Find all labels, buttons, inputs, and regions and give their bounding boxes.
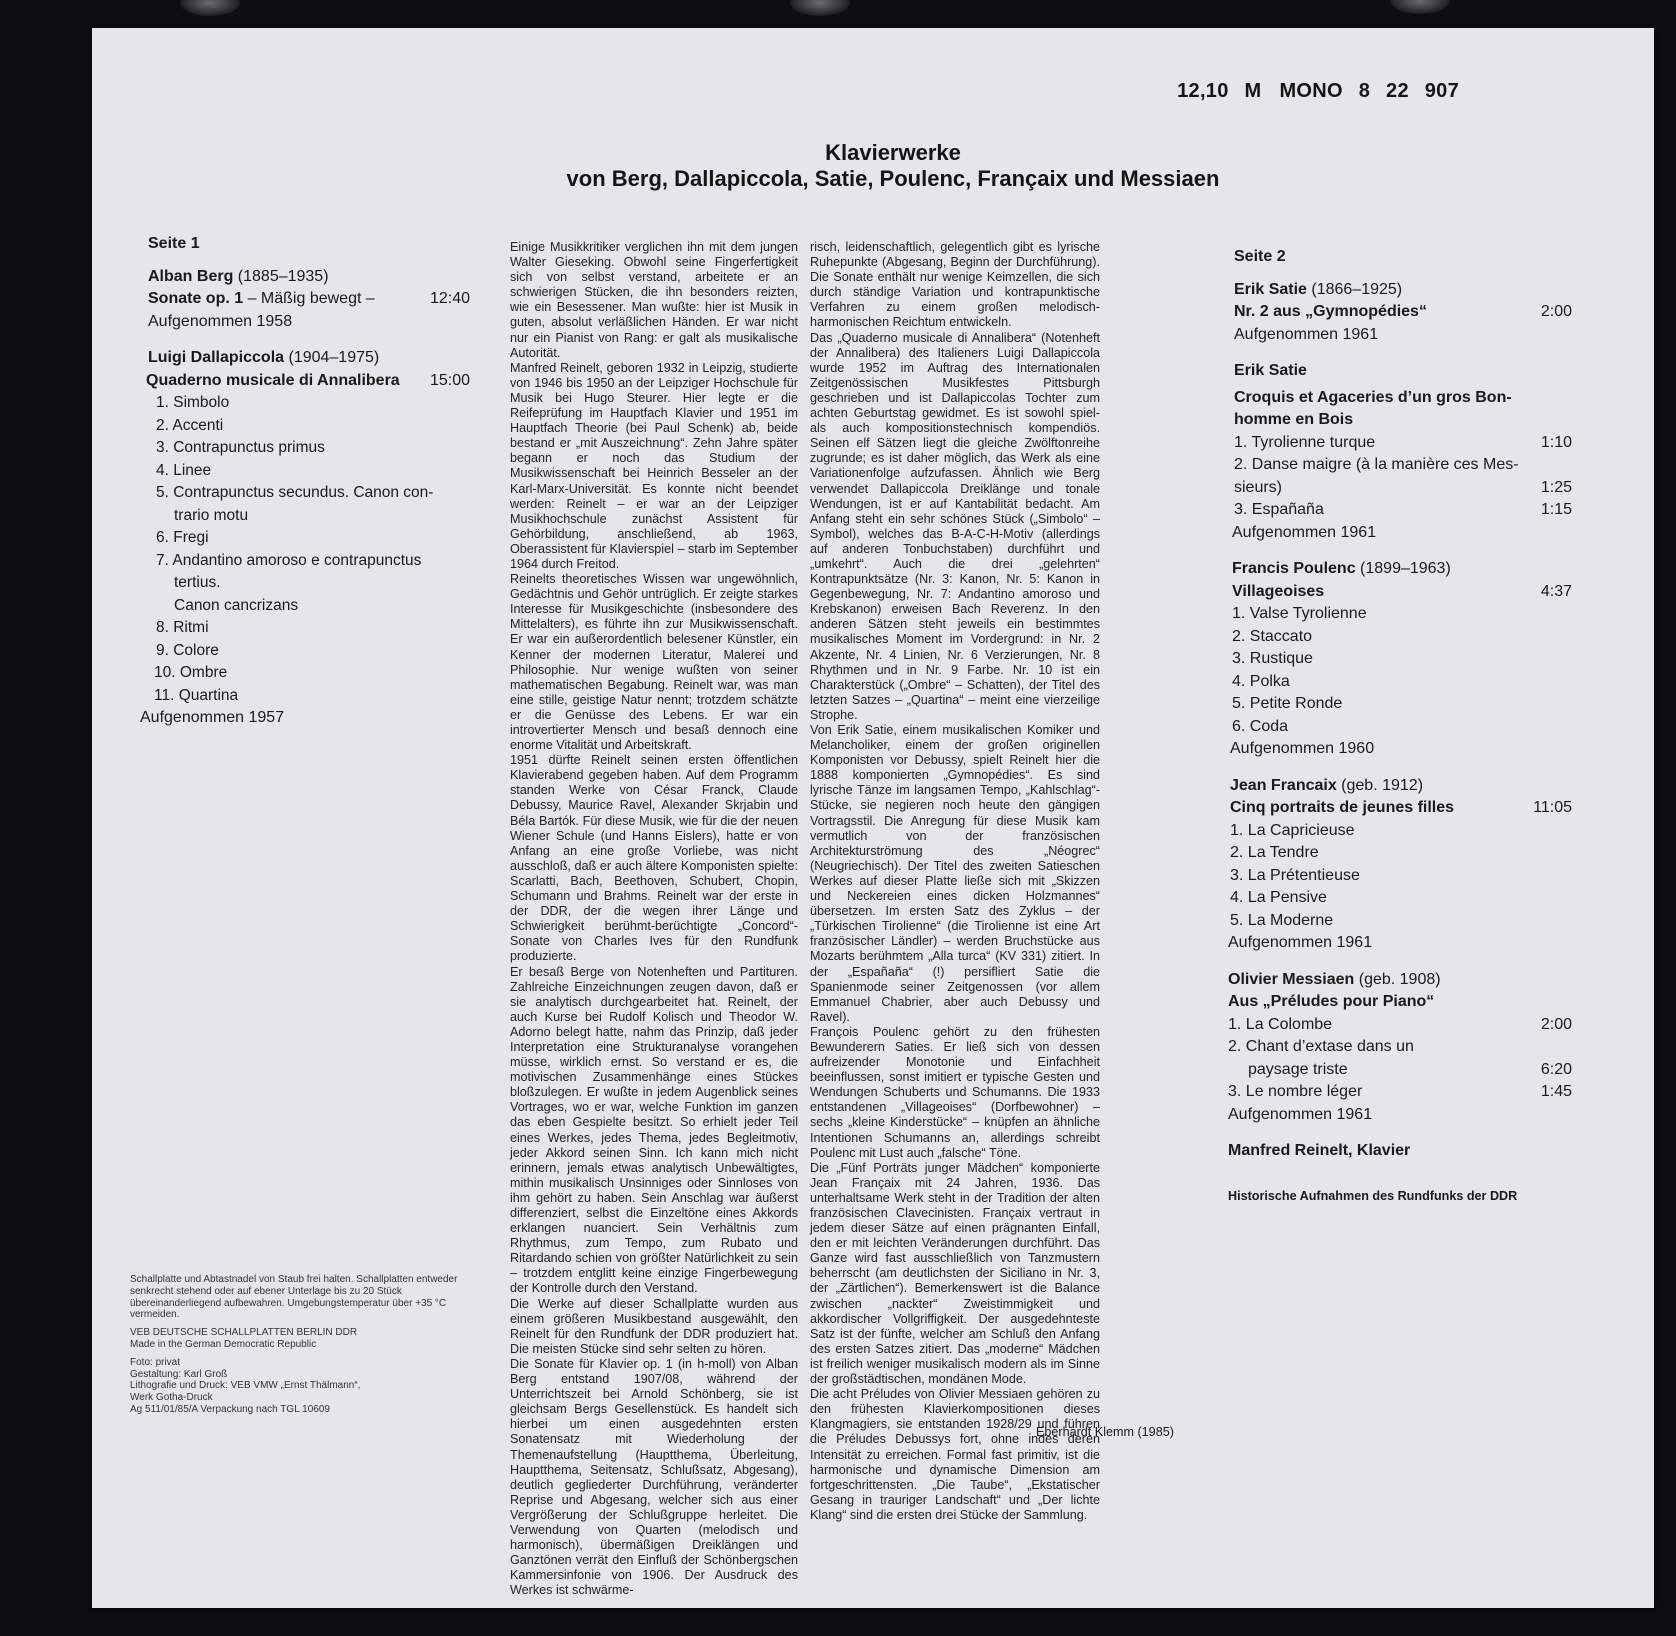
movement-title: 1. Tyrolienne turque — [1234, 433, 1376, 451]
essay-paragraph: François Poulenc gehört zu den frühesten Bewunderern Saties. Er ließ sich von dessen aufreizender Monotonie und Einfachheit beeinflussen, sonst imitiert er typische Gesten und Wendungen Schuberts und Schumanns. Die 1933 entstandenen „Villageoises“ (Dorfbewohner) – sechs „kleine Kinderstücke“ – knüpfen an ähnliche Intentionen Schumanns an, allerdings schreibt Poulenc mit Lust auch „falsche“ Töne. — [810, 1024, 1100, 1160]
movement-item: 8. Ritmi — [156, 619, 209, 636]
movement-item: 10. Ombre — [154, 664, 228, 681]
essay-paragraph: Einige Musikkritiker verglichen ihn mit dem jungen Walter Gieseking. Obwohl seine Fingerfertigkeit sich von selbst verstand, arbeitete er an schwierigen Stücken, die ihn besonders reizten, wie ein Besessener. Man wußte: hier ist Musik in guten, absolut verläßlichen Händen. Er war nicht nur ein Pianist von Rang: er galt als musikalische Autorität. — [510, 240, 798, 360]
movement-item: 2. Staccato — [1232, 627, 1313, 645]
movement-item — [1248, 1059, 1572, 1082]
movement-item: 4. Linee — [156, 461, 212, 479]
composer-name: Francis Poulenc — [1232, 560, 1356, 577]
movement-title: 1. La Colombe — [1228, 1015, 1333, 1033]
duration: 6:20 — [1540, 1060, 1572, 1078]
movement-item: trario motu — [174, 506, 249, 524]
label-name: VEB DEUTSCHE SCHALLPLATTEN BERLIN DDR — [130, 1327, 358, 1339]
movement-item: 3. La Prétentieuse — [1230, 866, 1360, 884]
movement-item — [1234, 432, 1572, 455]
duration: 1:25 — [1540, 478, 1572, 496]
recorded-year: Aufgenommen 1958 — [148, 312, 293, 330]
essay-column-2 — [810, 240, 1100, 1523]
francaix-composer-line — [1230, 775, 1572, 798]
duration: 1:45 — [1540, 1083, 1572, 1100]
side1-tracklist — [140, 233, 470, 730]
movement-item: 3. Rustique — [1232, 650, 1313, 667]
essay-paragraph: Die Werke auf dieser Schallplatte wurden aus einem größeren Musikbestand ausgewählt, den Reinelt für den Rundfunk der DDR produziert hat. Die meisten Stücke sind sehr selten zu hören. — [510, 1296, 798, 1356]
movement-item — [1228, 1014, 1572, 1037]
packaging-code: Ag 511/01/85/A Verpackung nach TGL 10609 — [130, 1403, 330, 1415]
composer-dates: (1866–1925) — [1306, 280, 1403, 298]
movement-item: 6. Fregi — [156, 529, 209, 546]
movement-item: 1. Valse Tyrolienne — [1232, 605, 1367, 622]
movement-item: 6. Coda — [1232, 717, 1289, 735]
movement-item — [1234, 499, 1572, 522]
movement-list — [156, 392, 470, 707]
catalog-info — [1159, 80, 1459, 103]
recorded-year: Aufgenommen 1961 — [1228, 934, 1373, 951]
movement-item: 5. Contrapunctus secundus. Canon con- — [156, 484, 434, 501]
historic-recordings-note: Historische Aufnahmen des Rundfunks der DDR — [1228, 1188, 1518, 1203]
duration: 1:10 — [1540, 433, 1572, 451]
movement-item: tertius. — [174, 574, 221, 591]
duration: 15:00 — [429, 371, 470, 389]
background-reflection — [180, 0, 240, 16]
movement-title: 3. Españaña — [1234, 501, 1324, 518]
essay-paragraph: Das „Quaderno musicale di Annalibera“ (Notenheft der Annalibera) des Italieners Luigi Dallapiccola wurde 1952 im Auftrag des Internationalen Zeitgenössischen Musikfestes Pittsburgh geschrieben und ist Dallapiccolas Tochter zum achten Geburtstag gewidmet. Es ist sowohl spiel- als auch kompositionstechnisch kompendiös. Seinen elf Sätzen liegt die gleiche Zwölftonreihe zugrunde; es ist daher möglich, das Werk als eine Variationenfolge aufzufassen. Ähnlich wie Berg verwendet Dallapiccola Dreiklänge und tonale Wendungen, ist er auf Kantabilität bedacht. Am Anfang steht ein sehr schönes Stück („Simbolo“ – Symbol), welches das B-A-C-H-Motiv (allerdings auf anderen Tonbuchstaben) durchführt und „umkehrt“. Auch die drei „gelehrten“ Kontrapunktsätze (Nr. 3: Kanon, Nr. 5: Kanon in Gegenbewegung, Nr. 7: Andantino amoroso und Krebskanon) erweisen Bach Reverenz. In den anderen Sätzen steht jeweils ein bestimmtes musikalisches Moment im Vordergrund: in Nr. 2 Akzente, Nr. 4 Linien, Nr. 6 Verzierungen, Nr. 8 Rhythmen und in Nr. 9 Farbe. Nr. 10 ist ein Charakterstück („Ombre“ – Schatten), der Titel des letzten Satzes – „Quartina“ – meint eine vierzeilige Strophe. — [810, 330, 1100, 722]
movement-item: 3. Contrapunctus primus — [156, 439, 325, 456]
work-title: Villageoises — [1232, 582, 1325, 600]
composer-name: Erik Satie — [1234, 280, 1307, 298]
recorded-year: Aufgenommen 1960 — [1230, 740, 1375, 757]
work-title: Croquis et Agaceries d’un gros Bon- — [1234, 388, 1512, 406]
movement-item: 2. Chant d’extase dans un — [1228, 1038, 1414, 1055]
credit-design: Gestaltung: Karl Groß — [130, 1368, 228, 1380]
catalog-number: MONO 8 22 907 — [1279, 80, 1459, 102]
imprint — [130, 1274, 470, 1416]
background-reflection — [790, 0, 850, 16]
berg-work-line — [148, 288, 470, 311]
poulenc-work-line — [1232, 581, 1572, 604]
dallapiccola-composer-line — [148, 347, 470, 370]
credit-photo: Foto: privat — [130, 1356, 181, 1368]
credit-print-works: Werk Gotha-Druck — [130, 1392, 213, 1404]
essay-column-1 — [510, 240, 798, 1598]
movement-item: 1. La Capricieuse — [1230, 821, 1355, 839]
work-tempo: – Mäßig bewegt – — [243, 290, 375, 307]
composer-dates: (1904–1975) — [284, 349, 380, 366]
recorded-year: Aufgenommen 1961 — [1234, 325, 1379, 343]
composer-name: Jean Francaix — [1230, 776, 1337, 794]
movement-item — [1234, 477, 1572, 500]
composer-dates: (1899–1963) — [1355, 560, 1451, 577]
side1-heading: Seite 1 — [148, 235, 200, 252]
movement-item: 4. La Pensive — [1230, 889, 1327, 906]
recorded-year: Aufgenommen 1957 — [140, 709, 285, 726]
composer-name: Olivier Messiaen — [1228, 970, 1355, 988]
essay-paragraph: Von Erik Satie, einem musikalischen Komiker und Melancholiker, einem der großen originellen Komponisten vor Debussy, spielt Reinelt hier die 1888 komponierten „Gymnopédies“. Es sind lyrische Tänze im langsamen Tempo, „Kahlschlag“-Stücke, sie negieren noch heute den gängigen Vortragsstil. Die Anregung für diese Musik kam vermutlich von der französischen Architekturströmung des „Néogrec“ (Neugriechisch). Der Titel des zweiten Satieschen Werkes auf dieser Platte ließe sich mit „Skizzen und Neckereien eines dicken Holzmannes“ übersetzen. Im ersten Satz des Zyklus – der „Türkischen Tirolienne“ (die Tirolienne ist eine Art französischer Ländler) – werden Bruchstücke aus Mozarts berühmtem „Alla turca“ (KV 331) zitiert. In der „Españaña“ (!) persifliert Satie die Spanienmode seiner Zeitgenossen (vor allem Emmanuel Chabrier, aber auch Debussy und Ravel). — [810, 723, 1100, 1024]
credit-print: Lithografie und Druck: VEB VMW „Ernst Thälmann“, — [130, 1380, 361, 1392]
essay-paragraph: Die „Fünf Porträts junger Mädchen“ komponierte Jean Françaix mit 24 Jahren, 1936. Das unterhaltsame Werk steht in der Tradition der alten französischen Clavecinisten. Françaix vertraut in jedem dieser Sätze auf einen prägnanten Einfall, den er mit leichten Veränderungen durchführt. Das Ganze wird fast ausschließlich von Tanzmustern beherrscht (am deutlichsten der Siciliano in Nr. 3, der „Zärtlichen“). Bemerkenswert ist die Balance zwischen „nackter“ Zweistimmigkeit und akkordischer Vollgriffigkeit. Der ausgedehnteste Satz ist der fünfte, welcher am Schluß den Anfang des ersten Satzes zitiert. Das „moderne“ Mädchen ist freilich weniger musikalisch modern als im Sinne der großstädtischen, mondänen Mode. — [810, 1160, 1100, 1387]
movement-item: 11. Quartina — [154, 686, 239, 704]
movement-item — [1228, 1081, 1572, 1104]
performer: Manfred Reinelt, Klavier — [1228, 1142, 1411, 1159]
duration: 2:00 — [1540, 1015, 1572, 1033]
essay-paragraph: Reinelts theoretisches Wissen war ungewöhnlich, Gedächtnis und Gehör untrüglich. Er zeigte starkes Interesse für Musikgeschichte (insbesondere des Mittelalters), es führte ihn zur Musikwissenschaft. Er war ein außerordentlich belesener Künstler, ein Kenner der modernen Literatur, Malerei und Philosophie. Nur wenige wußten von seiner mathematischen Begabung. Reinelt war, was man eine stille, geistige Natur nennt; trotzdem schätzte er die Genüsse des Lebens. Er war ein introvertierter Mensch und besaß dennoch eine enorme Vitalität und Arbeitskraft. — [510, 572, 798, 753]
composer-name: Erik Satie — [1234, 362, 1307, 379]
background-reflection — [1390, 0, 1450, 14]
album-subtitle: von Berg, Dallapiccola, Satie, Poulenc, Françaix und Messiaen — [566, 166, 1220, 191]
essay-paragraph: risch, leidenschaftlich, gelegentlich gibt es lyrische Ruhepunkte (Abgesang, Beginn der Durchführung). Die Sonate enthält nur wenige Keimzellen, die sich durch ständige Variation und kontrapunktische Verfahren zu einem großen melodisch-harmonischen Reichtum entwickeln. — [810, 240, 1100, 330]
essay-paragraph: Manfred Reinelt, geboren 1932 in Leipzig, studierte von 1946 bis 1950 an der Leipziger Hochschule für Musik bei Hugo Steurer. Hier legte er die Reifeprüfung im Hauptfach Klavier und 1951 im Hauptfach Theorie (bei Paul Schenk) ab, beide bestand er „mit Auszeichnung“. Zehn Jahre später begann er noch das Studium der Musikwissenschaft bei Heinrich Besseler an der Karl-Marx-Universität. Es konnte nicht beendet werden: Reinelt – er war an der Leipziger Musikhochschule zunächst Assistent für Gehörbildung, anschließend, ab 1963, Oberassistent für Klavierspiel – starb im September 1964 durch Freitod. — [510, 360, 798, 571]
movement-item: 2. Danse maigre (à la manière ces Mes- — [1234, 456, 1519, 473]
movement-item: 1. Simbolo — [156, 394, 230, 411]
satie1-work-line — [1234, 301, 1572, 324]
composer-dates: (1885–1935) — [233, 267, 329, 285]
duration: 12:40 — [429, 290, 470, 307]
work-title: Quaderno musicale di Annalibera — [146, 371, 400, 389]
essay-paragraph: 1951 dürfte Reinelt seinen ersten öffentlichen Klavierabend gegeben haben. Auf dem Programm standen Werke von César Franck, Claude Debussy, Maurice Ravel, Alexander Skrjabin und Béla Bartók. Für diese Musik, wie für die der neuen Wiener Schule (und Hanns Eislers), hatte er von Anfang an eine große Vorliebe, was nicht ausschloß, daß er auch ältere Komponisten spielte: Scarlatti, Bach, Beethoven, Schubert, Chopin, Schumann und Brahms. Reinelt war der erste in der DDR, der die wegen ihrer Länge und Schwierigkeit berühmt-berüchtigte „Concord“-Sonate von Charles Ives für den Rundfunk produzierte. — [510, 753, 798, 964]
work-title: Aus „Préludes pour Piano“ — [1228, 993, 1435, 1010]
movement-item: 9. Colore — [156, 641, 219, 659]
satie1-composer-line — [1234, 279, 1572, 302]
work-title: Nr. 2 aus „Gymnopédies“ — [1234, 303, 1427, 320]
album-title: Klavierwerke — [825, 140, 961, 165]
work-title: homme en Bois — [1234, 411, 1354, 428]
essay-paragraph: Die Sonate für Klavier op. 1 (in h-moll) von Alban Berg entstand 1907/08, während der Unterrichtszeit bei Arnold Schönberg, sie ist gleichsam Bergs Gesellenstück. Es handelt sich hierbei um einen ausgedehnten ersten Sonatensatz mit Wiederholung der Themenaufstellung (Hauptthema, Überleitung, Hauptthema, Seitensatz, Schlußsatz, Abgesang), deutlich gegliederter Durchführung, veränderter Reprise und Abgesang, welcher sich aus einer Vergrößerung der Schlußgruppe herleitet. Die Verwendung von Quarten (melodisch und harmonisch), übermäßigen Dreiklängen und Ganztönen verrät den Einfluß der Schönbergschen Kammersinfonie von 1906. Der Ausdruck des Werkes ist schwärme- — [510, 1356, 798, 1598]
side2-tracklist — [1228, 246, 1572, 1207]
movement-item: 2. Accenti — [156, 416, 224, 434]
messiaen-composer-line — [1228, 969, 1572, 992]
movement-item: 5. Petite Ronde — [1232, 695, 1343, 712]
movement-item: 7. Andantino amoroso e contrapunctus — [156, 551, 422, 569]
movement-title: sieurs) — [1234, 478, 1283, 496]
poulenc-composer-line — [1232, 558, 1572, 581]
movement-item: 4. Polka — [1232, 672, 1290, 690]
francaix-work-line — [1230, 797, 1572, 820]
composer-dates: (geb. 1912) — [1336, 776, 1424, 794]
duration: 1:15 — [1540, 501, 1572, 518]
movement-title: paysage triste — [1248, 1060, 1348, 1078]
work-title: Cinq portraits de jeunes filles — [1230, 799, 1455, 816]
side2-heading: Seite 2 — [1234, 248, 1286, 265]
essay-paragraph: Er besaß Berge von Notenheften und Partituren. Zahlreiche Einzeichnungen zeugen davon, daß er sie analytisch durchgearbeitet hat. Reinelt, der auch Kurse bei Rudolf Kolisch und Theodor W. Adorno belegt hatte, nahm das Prinzip, daß jeder Interpretation eine Strukturanalyse vorangehen müsse, wirklich ernst. So verstand er es, die motivischen Zusammenhänge eines Stückes bloßzulegen. Er wußte in jedem Augenblick seines Vortrages, wo er war, welche Funktion im ganzen das eben Gespielte besitzt. So erhielt jeder Teil eines Werkes, jedes Thema, jedes Begleitmotiv, jeder Akkord seinen Sinn. Ich kann mich nicht erinnern, jemals etwas analytisch Unbewältigtes, mithin musikalisch Unsinniges oder Sinnloses von ihm gehört zu haben. Sein Anschlag war äußerst differenziert, selbst die Einzeltöne eines Akkords erklangen nuanciert. Sein Verhältnis zum Rhythmus, zum Tempo, zum Rubato und Ritardando schien von größter Natürlichkeit zu sein – trotzdem entglitt keine einzige Fingerbewegung der Kontrolle durch den Verstand. — [510, 964, 798, 1296]
duration: 4:37 — [1540, 582, 1572, 600]
movement-item: 5. La Moderne — [1230, 911, 1334, 929]
dallapiccola-work-line — [146, 370, 470, 393]
price: 12,10 M — [1177, 80, 1262, 102]
essay-paragraph: Die acht Préludes von Olivier Messiaen gehören zu den frühesten Klavierkompositionen dieses Klangmagiers, sie entstanden 1928/29 und führen die Préludes Debussys fort, ohne indes deren Intensität zu erreichen. Formal fast primitiv, ist die harmonische und dynamische Dimension am fortgeschrittensten. „Die Taube“, „Ekstatischer Gesang in trauriger Landschaft“ und „Der lichte Klang“ sind die ersten drei Stücke der Sammlung. — [810, 1387, 1100, 1522]
recorded-year: Aufgenommen 1961 — [1228, 1105, 1373, 1123]
berg-composer-line — [148, 266, 470, 289]
record-sleeve-back — [92, 28, 1654, 1608]
movement-title: 3. Le nombre léger — [1228, 1083, 1363, 1100]
movement-item: 2. La Tendre — [1230, 844, 1319, 861]
movement-item: Canon cancrizans — [174, 596, 299, 614]
duration: 11:05 — [1533, 799, 1572, 816]
care-instructions: Schallplatte und Abtastnadel von Staub frei halten. Schallplatten entweder senkrecht stehend oder auf ebener Unterlage bis zu 20 Stück übereinanderliegend aufbewahren. Umgebungstemperatur über +35 °C vermeiden. — [130, 1274, 458, 1321]
composer-dates: (geb. 1908) — [1354, 970, 1441, 988]
label-origin: Made in the German Democratic Republic — [130, 1338, 317, 1350]
duration: 2:00 — [1540, 303, 1572, 320]
work-title: Sonate op. 1 — [148, 290, 244, 307]
essay-signature: Eberhardt Klemm (1985) — [1036, 1425, 1174, 1439]
recorded-year: Aufgenommen 1961 — [1232, 523, 1377, 541]
composer-name: Alban Berg — [148, 267, 234, 285]
composer-name: Luigi Dallapiccola — [148, 349, 285, 366]
